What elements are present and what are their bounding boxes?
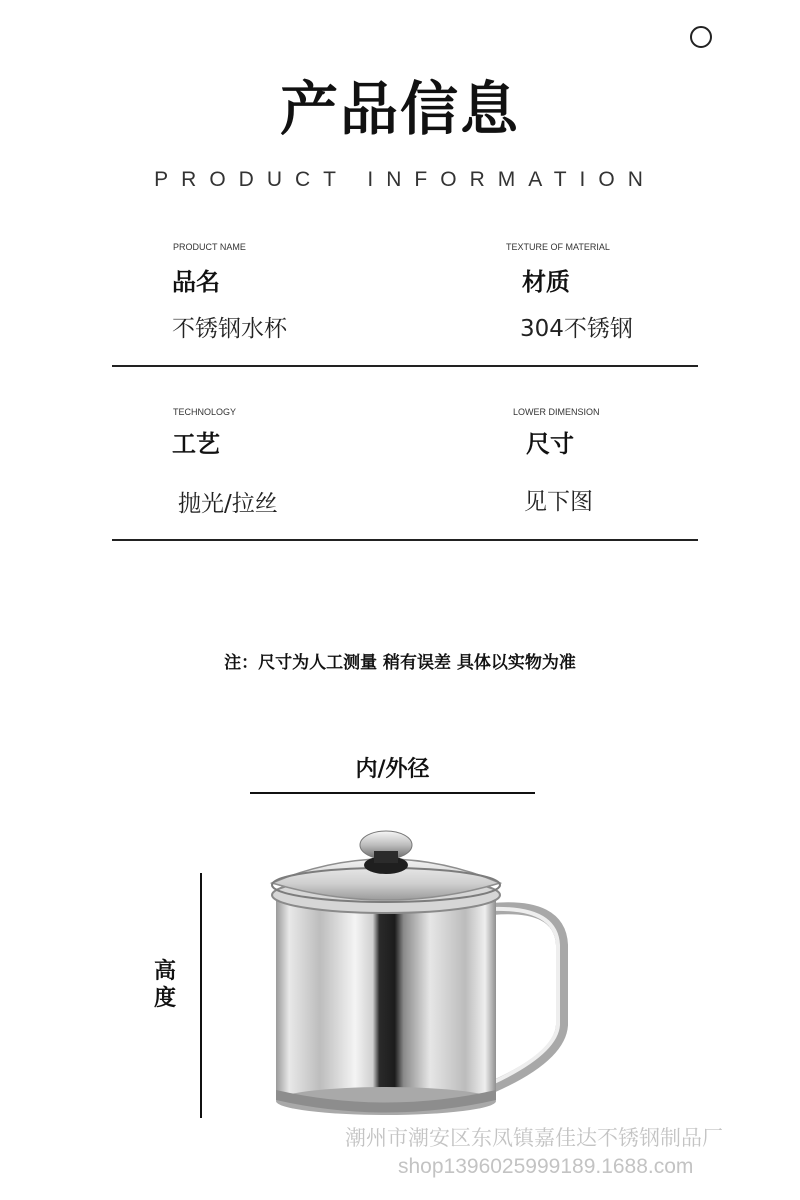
page-subtitle: PRODUCT INFORMATION [154,168,656,191]
page-title: 产品信息 [279,75,520,143]
height-line [200,873,202,1118]
height-label: 高度 [153,959,176,1011]
circle-icon [690,26,712,48]
product-name-en: PRODUCT NAME [173,242,246,252]
material-value: 304不锈钢 [520,316,633,342]
row-divider-1 [112,365,698,367]
dimension-label: 尺寸 [526,430,574,458]
mug-image [260,825,580,1125]
measurement-note: 注：尺寸为人工测量 稍有误差 具体以实物为准 [224,653,576,673]
technology-value: 抛光/拉丝 [178,491,278,517]
product-name-value: 不锈钢水杯 [172,316,287,342]
material-label: 材质 [522,268,570,296]
dimension-value: 见下图 [524,489,593,515]
dimension-en: LOWER DIMENSION [513,407,600,417]
diameter-label: 内/外径 [355,757,430,782]
material-en: TEXTURE OF MATERIAL [506,242,610,252]
row-divider-2 [112,539,698,541]
technology-label: 工艺 [172,430,220,458]
watermark-url: shop1396025999189.1688.com [398,1155,694,1178]
product-name-label: 品名 [172,268,220,296]
watermark-company: 潮州市潮安区东凤镇嘉佳达不锈钢制品厂 [345,1127,723,1150]
technology-en: TECHNOLOGY [173,407,237,417]
diameter-line [250,792,535,794]
